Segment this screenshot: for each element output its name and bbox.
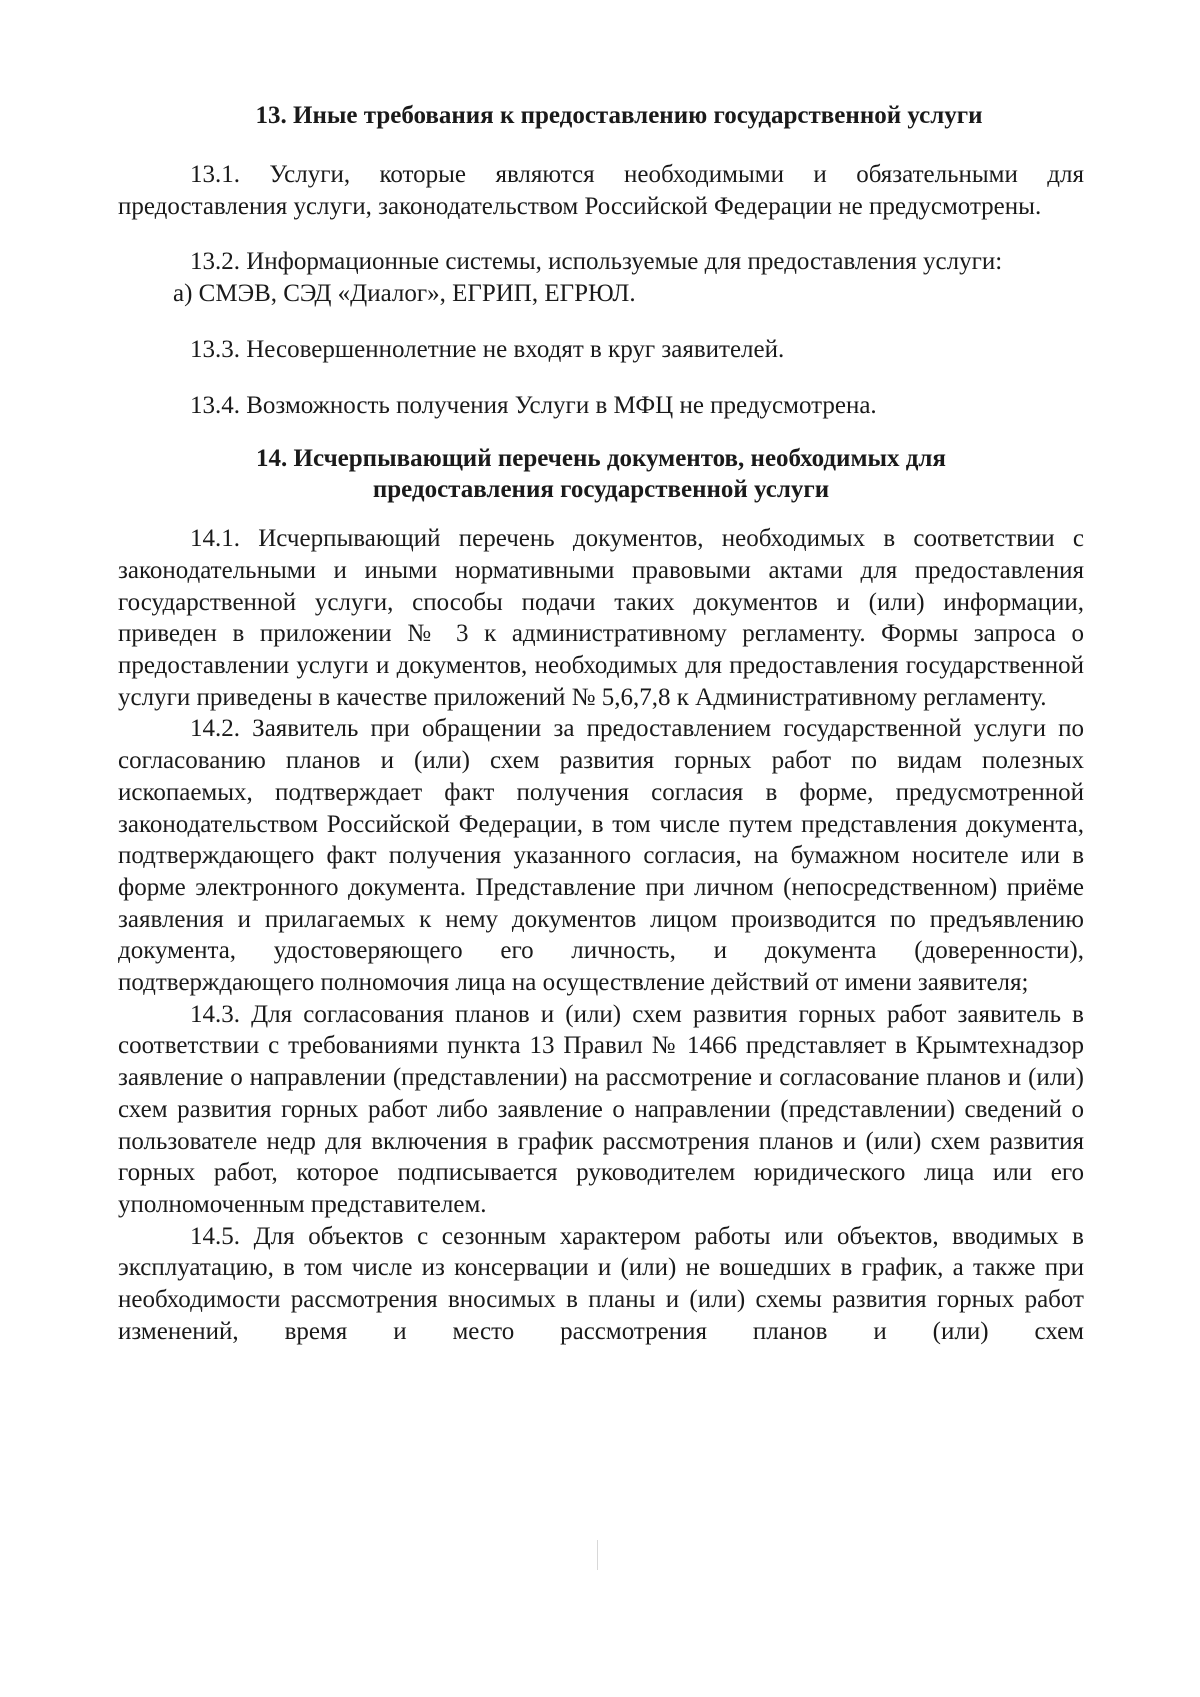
section-14-heading-line-1: 14. Исчерпывающий перечень документов, необходимых для bbox=[256, 445, 946, 473]
paragraph-14-1: 14.1. Исчерпывающий перечень документов, необходимых в соответствии с законодательными и иными нормативными правовыми актами для предоставления государственной услуги, способы подачи таких документов и (или) информации, приведен в приложении № 3 к административному регламенту. Формы запроса о предоставлении услуги и документов, необходимых для предоставления государственной услуги приведены в качестве приложений № 5,6,7,8 к Административному регламенту. bbox=[118, 525, 1084, 711]
paragraph-13-2-item-a: а) СМЭВ, СЭД «Диалог», ЕГРИП, ЕГРЮЛ. bbox=[173, 280, 636, 308]
paragraph-14-5: 14.5. Для объектов с сезонным характером работы или объектов, вводимых в эксплуатацию, в том числе из консервации и (или) не вошедших в график, а также при необходимости рассмотрения вносимых в планы и (или) схемы развития горных работ изменений, время и место рассмотрения планов и (или) схем bbox=[118, 1222, 1084, 1345]
paragraph-13-2: 13.2. Информационные системы, используемые для предоставления услуги: bbox=[190, 248, 1003, 276]
document-page bbox=[118, 100, 1084, 1348]
paragraph-14-3: 14.3. Для согласования планов и (или) схем развития горных работ заявитель в соответствии с требованиями пункта 13 Правил № 1466 представляет в Крымтехнадзор заявление о направлении (представлении) на рассмотрение и согласование планов и (или) схем развития горных работ либо заявление о направлении (представлении) сведений о пользователе недр для включения в график рассмотрения планов и (или) схем развития горных работ, которое подписывается руководителем юридического лица или его уполномоченным представителем. bbox=[118, 1000, 1084, 1218]
paragraph-13-1: 13.1. Услуги, которые являются необходимыми и обязательными для предоставления услуги, законодательством Российской Федерации не предусмотрены. bbox=[118, 161, 1084, 220]
paragraph-13-3: 13.3. Несовершеннолетние не входят в круг заявителей. bbox=[190, 335, 785, 363]
section-14-heading bbox=[118, 443, 1084, 505]
paragraph-14-2: 14.2. Заявитель при обращении за предоставлением государственной услуги по согласованию планов и (или) схем развития горных работ по видам полезных ископаемых, подтверждает факт получения согласия в форме, предусмотренной законодательством Российской Федерации, в том числе путем представления документа, подтверждающего факт получения указанного согласия, на бумажном носителе или в форме электронного документа. Представление при личном (непосредственном) приёме заявления и прилагаемых к нему документов лицом производится по предъявлению документа, удостоверяющего его личность, и документа (доверенности), подтверждающего полномочия лица на осуществление действий от имени заявителя; bbox=[118, 715, 1084, 997]
section-13-heading: 13. Иные требования к предоставлению государственной услуги bbox=[255, 102, 983, 129]
scan-fold-mark bbox=[597, 1540, 598, 1570]
section-14-heading-line-2: предоставления государственной услуги bbox=[372, 476, 830, 504]
paragraph-13-4: 13.4. Возможность получения Услуги в МФЦ не предусмотрена. bbox=[190, 391, 877, 419]
